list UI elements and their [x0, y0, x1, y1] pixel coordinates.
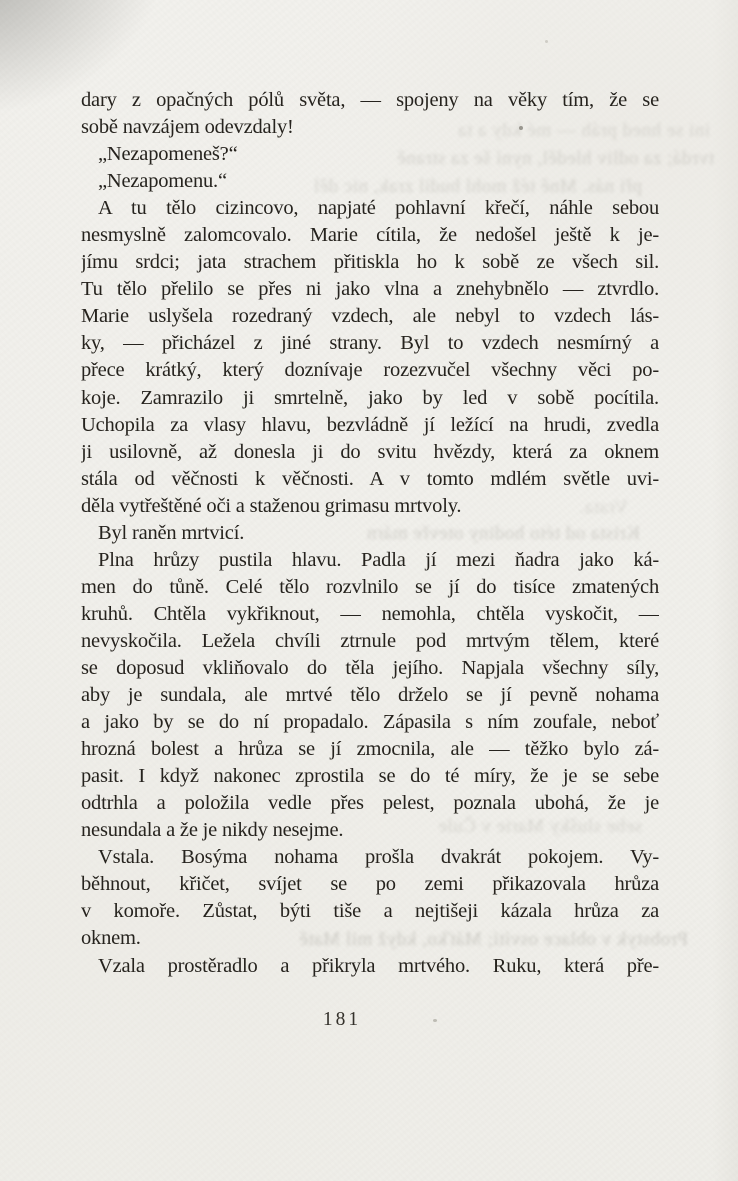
- text-line: hrozná bolest a hrůza se jí zmocnila, ale — těžko bylo zá-: [81, 738, 659, 761]
- ghost-showthrough-line: Vrata.: [579, 497, 628, 518]
- text-line: stála od věčnosti k věčnosti. A v tomto mdlém světle uvi-: [81, 467, 659, 490]
- text-line: men do tůně. Celé tělo rozvlnilo se jí do tisíce zmatených: [81, 575, 659, 598]
- text-line: nesundala a že je nikdy nesejme.: [81, 819, 344, 842]
- text-line: koje. Zamrazilo ji smrtelně, jako by led v sobě pocítila.: [81, 386, 659, 409]
- text-line: „Nezapomenu.“: [98, 170, 227, 193]
- text-line: ji usilovně, až donesla ji do svitu hvězdy, která za oknem: [81, 440, 659, 463]
- ghost-showthrough-line: tvrdá; za odliv hleděl, nyní še za straně: [396, 148, 714, 169]
- page-number: 181: [322, 1009, 362, 1030]
- text-line: Vstala. Bosýma nohama prošla dvakrát pokojem. Vy-: [98, 846, 659, 869]
- text-line: A tu tělo cizincovo, napjaté pohlavní křečí, náhle sebou: [98, 197, 659, 220]
- text-line: odtrhla a položila vedle přes pelest, poznala ubohá, že je: [81, 792, 659, 815]
- text-line: Uchopila za vlasy hlavu, bezvládně jí ležící na hrudi, zvedla: [81, 413, 659, 436]
- ghost-showthrough-line: Probstyk v oblace osvítí; Máťko, když mil Matě: [299, 929, 688, 950]
- page-text-block: [81, 87, 659, 980]
- text-line: se doposud vkliňovalo do těla jejího. Napjala všechny síly,: [81, 656, 659, 679]
- text-line: běhnout, křičet, svíjet se po zemi přikazovala hrůza: [81, 873, 659, 896]
- text-line: Byl raněn mrtvicí.: [98, 521, 245, 544]
- text-line: Marie uslyšela rozedraný vzdech, ale nebyl to vzdech lás-: [81, 305, 659, 328]
- ghost-showthrough-line: ini se hned práh — mé kdy a ta: [457, 120, 710, 141]
- text-line: nesmyslně zalomcovalo. Marie cítila, že nedošel ještě k je-: [81, 224, 659, 247]
- text-line: ky, — přicházel z jiné strany. Byl to vzdech nesmírný a: [81, 332, 659, 355]
- text-line: nevyskočila. Ležela chvíli ztrnule pod mrtvým tělem, které: [81, 629, 659, 652]
- text-line: jímu srdci; jata strachem přitiskla ho k sobě ze všech sil.: [81, 251, 659, 274]
- text-line: v komoře. Zůstat, býti tiše a nejtišeji kázala hrůza za: [81, 900, 659, 923]
- text-line: přece krátký, který doznívaje rozezvučel všechny věci po-: [81, 359, 659, 382]
- ghost-showthrough-line: Krista od této hodiny otevře márn: [366, 523, 640, 544]
- text-line: sobě navzájem odevzdaly!: [81, 116, 294, 139]
- text-line: pasit. I když nakonec zprostila se do té míry, že je se sebe: [81, 765, 659, 788]
- text-line: „Nezapomeneš?“: [98, 143, 238, 166]
- text-line: Tu tělo přelilo se přes ni jako vlna a znehybnělo — ztvrdlo.: [81, 278, 659, 301]
- ghost-showthrough-line: sebe slušky Marie v Čule: [437, 816, 642, 837]
- text-line: aby je sundala, ale mrtvé tělo drželo se jí pevně nohama: [81, 684, 659, 707]
- ghost-showthrough-line: při nás. Mně též mohl budil zrak, nic děl: [313, 176, 642, 197]
- text-line: Vzala prostěradlo a přikryla mrtvého. Ruku, která pře-: [98, 954, 659, 977]
- text-line: oknem.: [81, 927, 141, 950]
- text-line: Plna hrůzy pustila hlavu. Padla jí mezi ňadra jako ká-: [98, 548, 659, 571]
- text-line: děla vytřeštěné oči a staženou grimasu mrtvoly.: [81, 494, 462, 517]
- paper-speck: [545, 40, 548, 43]
- text-line: kruhů. Chtěla vykřiknout, — nemohla, chtěla vyskočit, —: [81, 602, 659, 625]
- text-line: a jako by se do ní propadalo. Zápasila s ním zoufale, neboť: [81, 711, 659, 734]
- text-line: dary z opačných pólů světa, — spojeny na věky tím, že se: [81, 89, 659, 111]
